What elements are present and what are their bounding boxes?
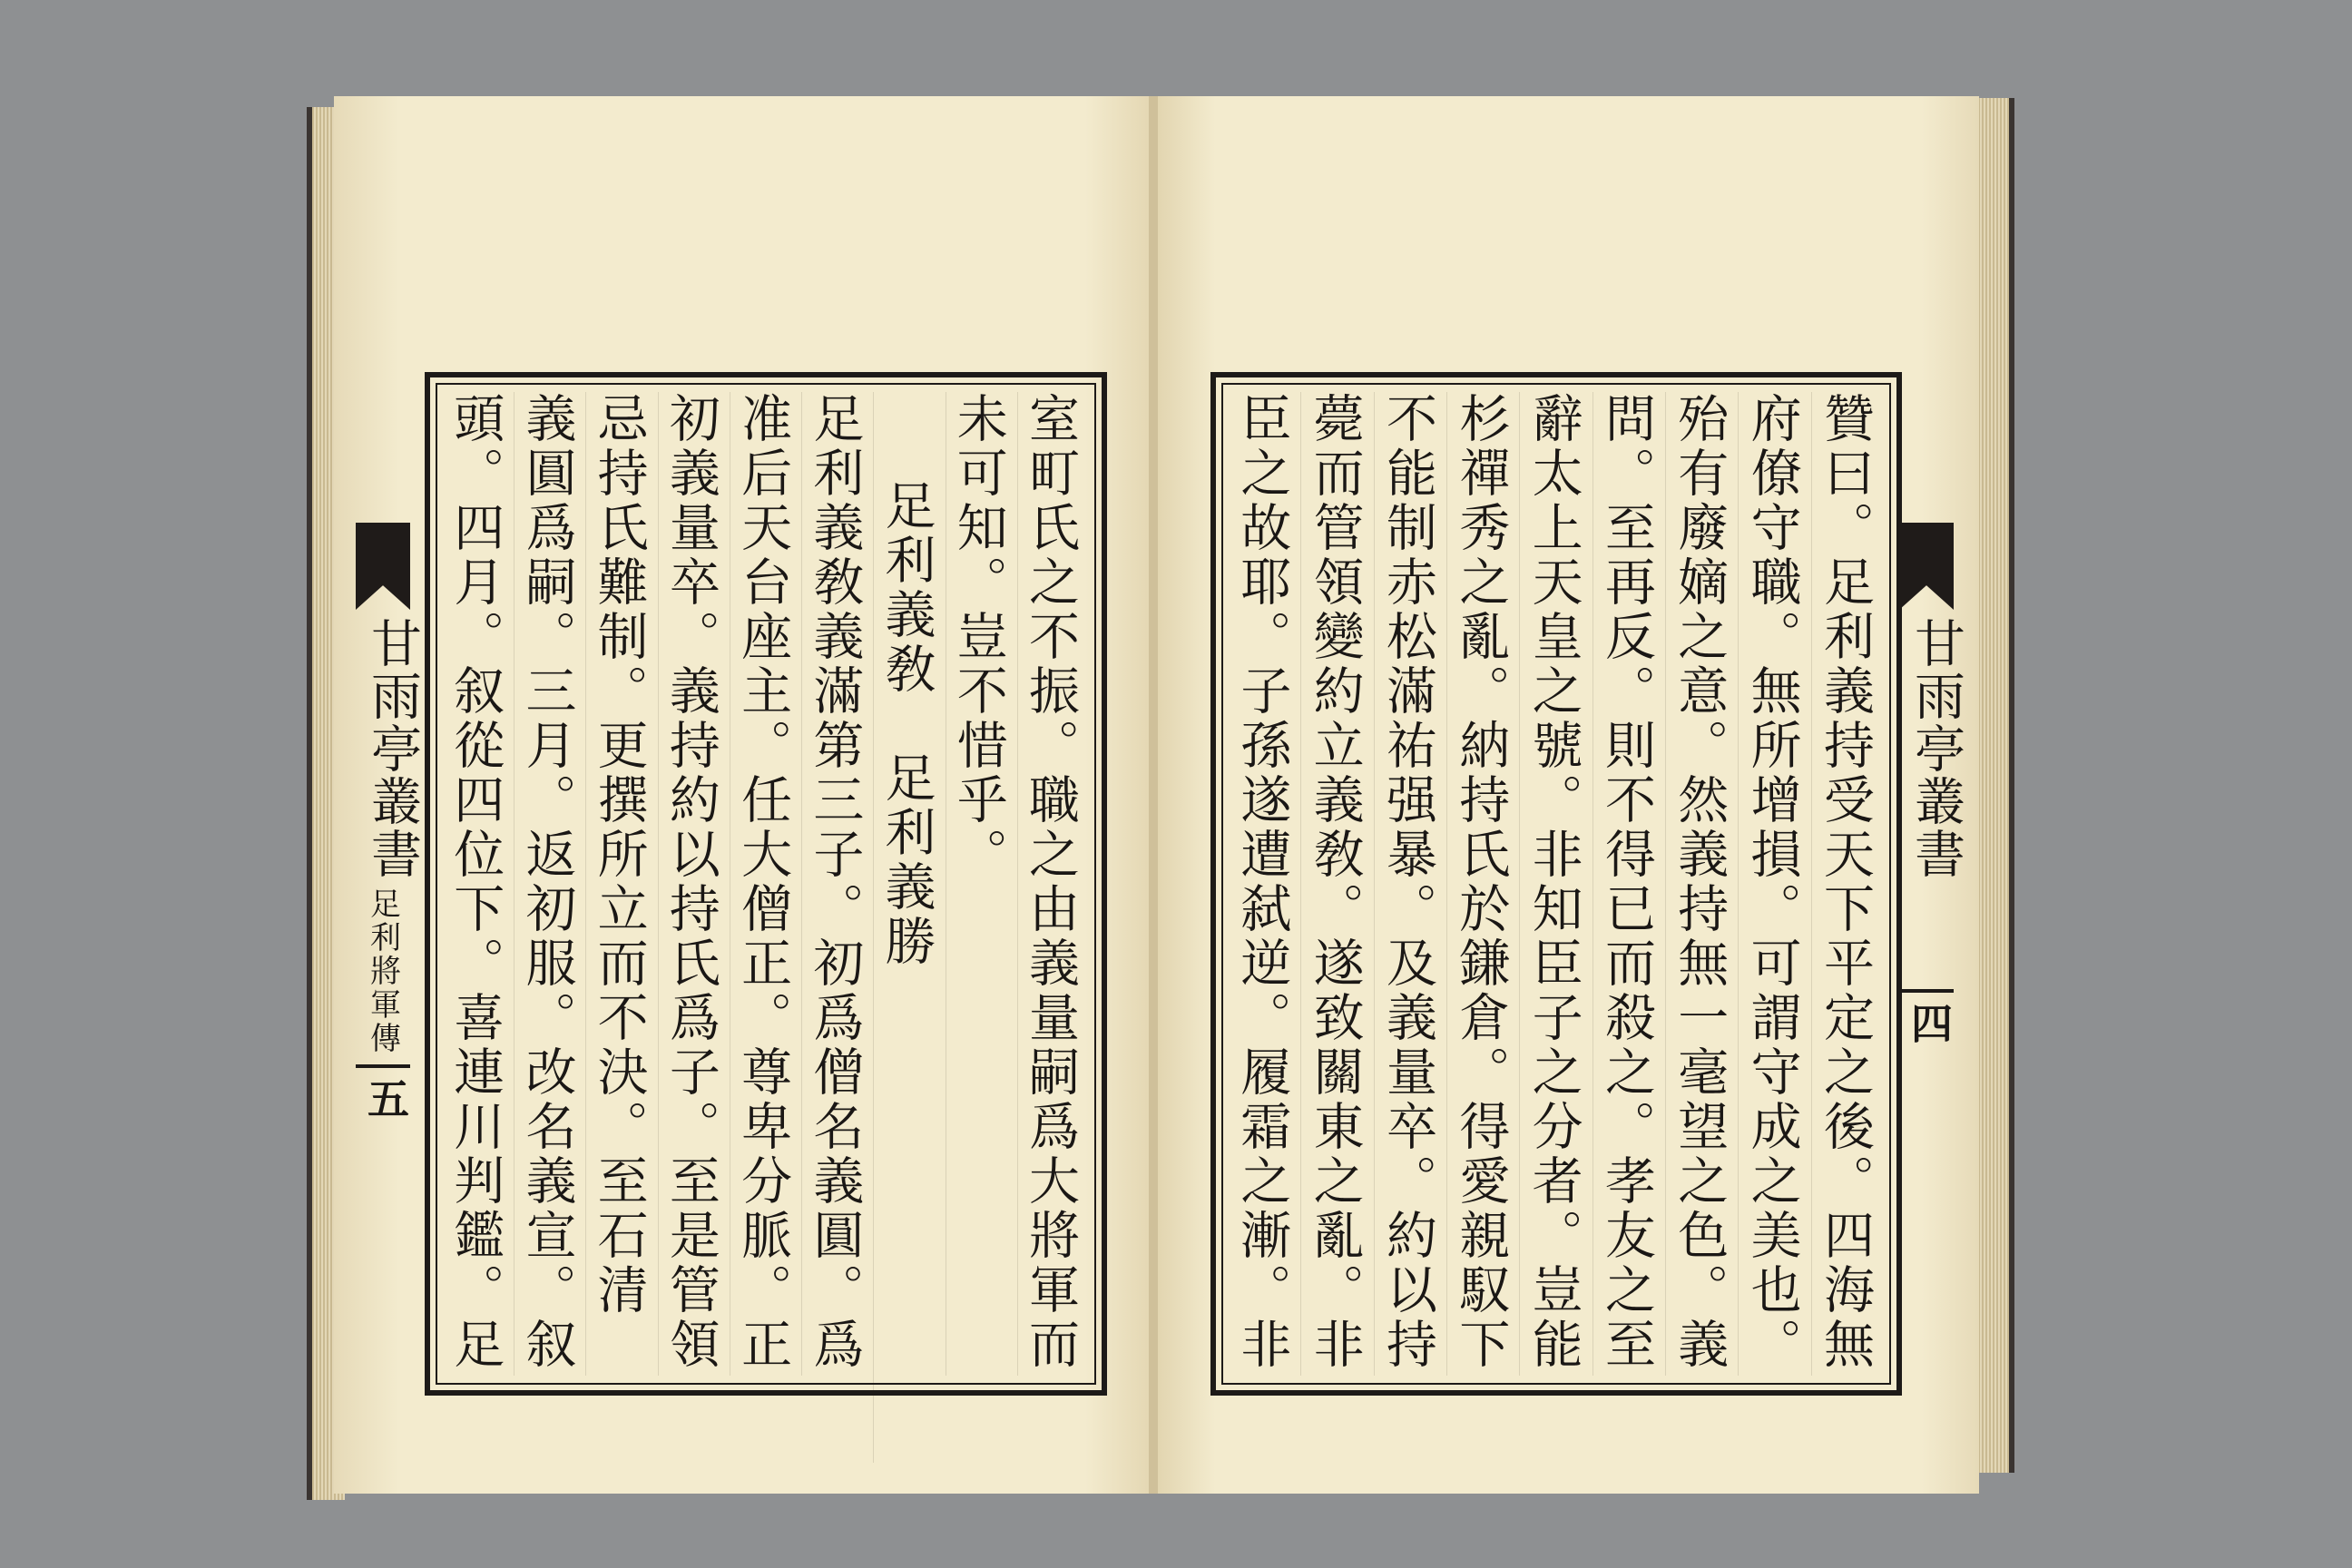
left-banner-rule xyxy=(356,1064,410,1068)
right-margin-banner xyxy=(1899,523,1965,1158)
text-column: 室町氏之不振。職之由義量嗣爲大將軍而 xyxy=(1017,392,1089,1376)
text-column: 未可知。豈不惜乎。 xyxy=(946,392,1017,1376)
left-margin-banner xyxy=(356,523,422,1158)
text-column: 准后天台座主。任大僧正。尊卑分脈。正 xyxy=(730,392,801,1376)
left-page xyxy=(334,96,1151,1494)
text-column: 辭太上天皇之號。非知臣子之分者。豈能 xyxy=(1519,392,1592,1376)
right-text-frame xyxy=(1210,372,1902,1396)
text-column: 薨而管領變約立義敎。遂致關東之亂。非 xyxy=(1300,392,1373,1376)
left-page-number: 五 xyxy=(361,1077,410,1119)
text-column: 義圓爲嗣。三月。返初服。改名義宣。叙 xyxy=(514,392,585,1376)
right-page xyxy=(1158,96,1979,1494)
text-column: 問。至再反。則不得已而殺之。孝友之至 xyxy=(1592,392,1665,1376)
section-heading-column: 足利義敎 足利義勝 xyxy=(873,392,945,1463)
left-text-columns xyxy=(443,392,1089,1376)
text-column: 贊曰。足利義持受天下平定之後。四海無 xyxy=(1811,392,1884,1376)
right-page-number: 四 xyxy=(1905,1002,1954,1044)
fish-tail-icon xyxy=(1899,523,1954,610)
text-column: 不能制赤松滿祐强暴。及義量卒。約以持 xyxy=(1374,392,1446,1376)
text-column: 杉禪秀之亂。納持氏於鎌倉。得愛親馭下 xyxy=(1446,392,1519,1376)
text-column: 足利義敎義滿第三子。初爲僧名義圓。爲 xyxy=(801,392,873,1376)
left-text-frame xyxy=(425,372,1107,1396)
right-text-columns xyxy=(1229,392,1884,1376)
left-chapter-title: 足利將軍傳 xyxy=(364,887,401,1055)
open-book xyxy=(307,87,2014,1503)
text-column: 初義量卒。義持約以持氏爲子。至是管領 xyxy=(658,392,730,1376)
text-column: 臣之故耶。子孫遂遭弑逆。履霜之漸。非 xyxy=(1232,392,1292,1372)
right-series-title: 甘雨亭叢書 xyxy=(1906,617,1965,880)
text-column: 府僚守職。無所增損。可謂守成之美也。 xyxy=(1738,392,1810,1376)
text-column: 頭。四月。叙從四位下。喜連川判鑑。足 xyxy=(446,392,505,1372)
left-series-title: 甘雨亭叢書 xyxy=(363,617,422,880)
right-banner-rule xyxy=(1899,989,1954,993)
text-column: 殆有廢嫡之意。然義持無一毫望之色。義 xyxy=(1665,392,1738,1376)
fish-tail-icon xyxy=(356,523,410,610)
text-column: 忌持氏難制。更撰所立而不決。至石清 xyxy=(585,392,657,1376)
